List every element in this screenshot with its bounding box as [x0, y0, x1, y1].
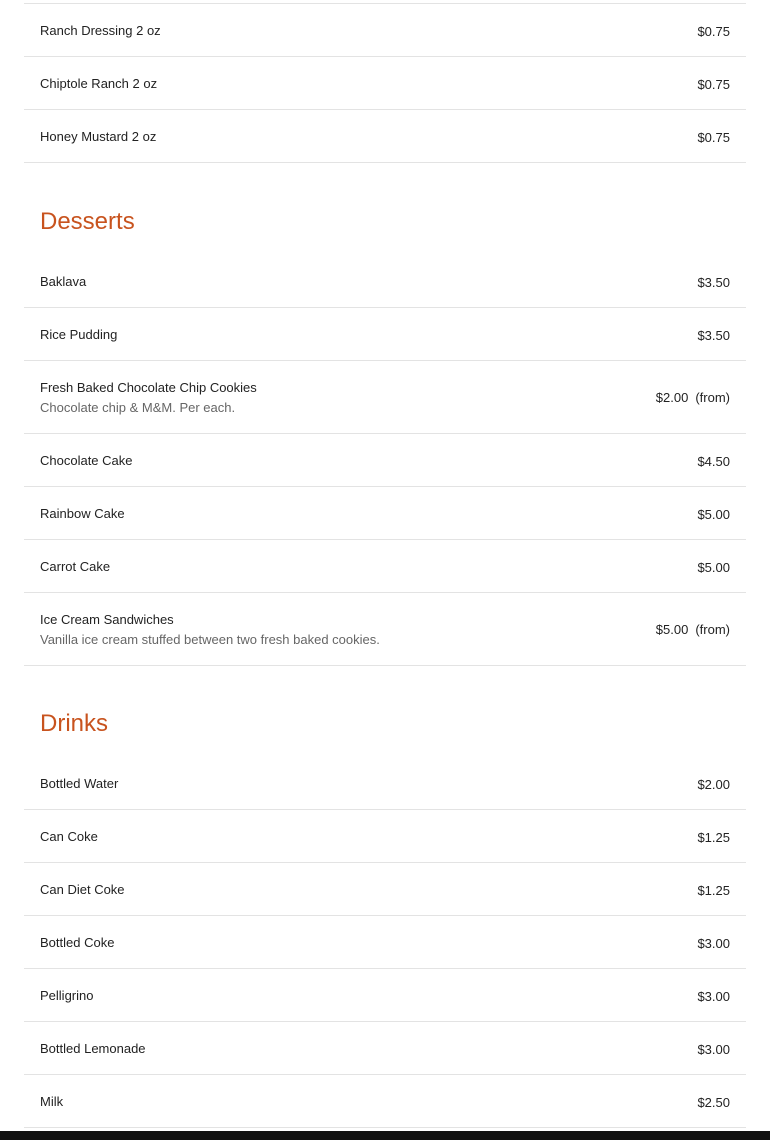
menu-item[interactable]	[24, 110, 746, 163]
menu-item-text	[40, 757, 118, 791]
menu-item-name: Ranch Dressing 2 oz	[40, 23, 161, 38]
price-suffix: (from)	[695, 622, 730, 637]
menu-item-text	[40, 810, 98, 844]
price-value: $2.00	[655, 390, 689, 405]
menu-item[interactable]	[24, 1022, 746, 1075]
price-value: $4.50	[697, 454, 730, 469]
menu-item-text	[40, 361, 257, 415]
menu-item-text	[40, 4, 161, 38]
menu-item-price	[697, 1075, 730, 1110]
price-value: $0.75	[697, 130, 730, 145]
menu-item-name: Carrot Cake	[40, 559, 111, 574]
price-value: $3.50	[697, 328, 730, 343]
menu-item-price	[697, 4, 730, 39]
price-value: $5.00	[655, 622, 689, 637]
menu-item-name: Baklava	[40, 274, 87, 289]
price-value: $5.00	[697, 560, 730, 575]
price-suffix: (from)	[695, 390, 730, 405]
menu-item-price	[697, 757, 730, 792]
menu-item-text	[40, 1022, 146, 1056]
price-value: $3.00	[697, 989, 730, 1004]
menu-item-price	[697, 916, 730, 951]
menu-item-name: Bottled Lemonade	[40, 1041, 146, 1056]
menu-item[interactable]	[24, 361, 746, 434]
menu-item-text	[40, 1075, 63, 1109]
menu-item-price	[697, 810, 730, 845]
menu-item-name: Chocolate Cake	[40, 453, 133, 468]
menu-item-name: Honey Mustard 2 oz	[40, 129, 157, 144]
menu-item[interactable]	[24, 810, 746, 863]
menu-item-text	[40, 863, 125, 897]
menu-item-price	[697, 255, 730, 290]
menu-item-name: Can Coke	[40, 829, 98, 844]
menu-item-text	[40, 110, 156, 144]
menu-item[interactable]	[24, 57, 746, 110]
menu-item-text	[40, 434, 133, 468]
menu-item[interactable]	[24, 4, 746, 57]
menu-item-text	[40, 969, 93, 1003]
price-value: $2.00	[697, 777, 730, 792]
menu-item[interactable]	[24, 969, 746, 1022]
menu-item-name: Rice Pudding	[40, 327, 118, 342]
menu-item[interactable]	[24, 487, 746, 540]
menu-item[interactable]	[24, 540, 746, 593]
menu-item-name: Ice Cream Sandwiches	[40, 612, 174, 627]
menu-item-text	[40, 487, 125, 521]
menu-item-price	[697, 487, 730, 522]
menu-item-name: Bottled Water	[40, 776, 119, 791]
menu-item[interactable]	[24, 255, 746, 308]
drinks-section	[24, 666, 746, 1128]
menu-item[interactable]	[24, 916, 746, 969]
menu-item-description: Vanilla ice cream stuffed between two fresh baked cookies.	[40, 632, 380, 647]
menu-item-text	[40, 540, 110, 574]
price-value: $5.00	[697, 507, 730, 522]
menu-item-price	[697, 1022, 730, 1057]
menu-item[interactable]	[24, 434, 746, 487]
menu-item-price	[656, 361, 730, 405]
price-value: $3.00	[697, 1042, 730, 1057]
section-title-desserts: Desserts	[40, 208, 135, 235]
price-value: $0.75	[697, 24, 730, 39]
price-value: $3.00	[697, 936, 730, 951]
menu-item-description: Chocolate chip & M&M. Per each.	[40, 400, 236, 415]
menu-item[interactable]	[24, 1075, 746, 1128]
price-value: $3.50	[697, 275, 730, 290]
menu-item-text	[40, 308, 117, 342]
menu-item-text	[40, 255, 86, 289]
section-title-drinks: Drinks	[40, 710, 109, 737]
menu-item-name: Chiptole Ranch 2 oz	[40, 76, 158, 91]
sauces-section	[24, 4, 746, 163]
price-value: $1.25	[697, 830, 730, 845]
price-value: $0.75	[697, 77, 730, 92]
desserts-section	[24, 163, 746, 666]
menu-list	[24, 0, 746, 1128]
price-value: $2.50	[697, 1095, 730, 1110]
menu-item[interactable]	[24, 308, 746, 361]
menu-item-name: Can Diet Coke	[40, 882, 125, 897]
menu-item-price	[697, 863, 730, 898]
menu-item-text	[40, 57, 157, 91]
menu-item[interactable]	[24, 757, 746, 810]
menu-item-name: Pelligrino	[40, 988, 94, 1003]
menu-item[interactable]	[24, 863, 746, 916]
menu-item-price	[656, 593, 730, 637]
menu-item-name: Fresh Baked Chocolate Chip Cookies	[40, 380, 257, 395]
menu-item-name: Bottled Coke	[40, 935, 115, 950]
menu-item-name: Milk	[40, 1094, 64, 1109]
menu-item-price	[697, 110, 730, 145]
menu-item-price	[697, 969, 730, 1004]
footer-bar	[0, 1131, 770, 1140]
menu-item-price	[697, 540, 730, 575]
menu-item-text	[40, 916, 114, 950]
menu-item-price	[697, 57, 730, 92]
menu-item[interactable]	[24, 593, 746, 666]
menu-item-text	[40, 593, 380, 647]
price-value: $1.25	[697, 883, 730, 898]
menu-item-price	[697, 434, 730, 469]
menu-item-price	[697, 308, 730, 343]
menu-item-name: Rainbow Cake	[40, 506, 125, 521]
